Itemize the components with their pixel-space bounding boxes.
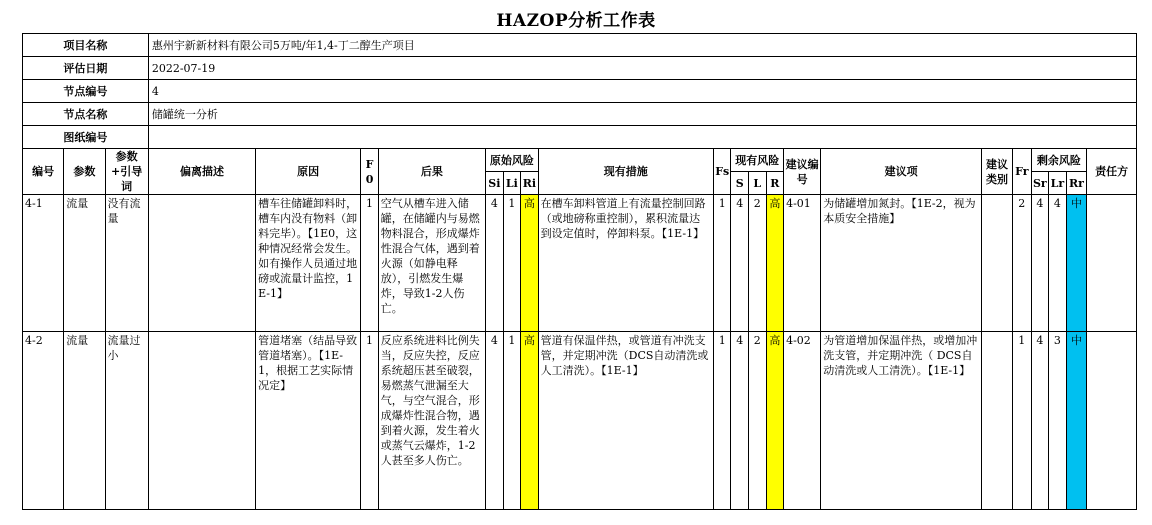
cell-lr: 3 bbox=[1049, 332, 1067, 510]
table-row bbox=[23, 332, 1137, 510]
project-name-row bbox=[23, 34, 1137, 57]
cell-guide: 流量过小 bbox=[105, 332, 148, 510]
cell-guide: 没有流量 bbox=[105, 195, 148, 332]
cell-sr: 4 bbox=[1031, 195, 1049, 332]
header-sugg-no: 建议编号 bbox=[784, 149, 821, 195]
node-no-label: 节点编号 bbox=[23, 80, 149, 103]
table-row bbox=[23, 195, 1137, 332]
header-consequence: 后果 bbox=[378, 149, 485, 195]
header-cur-risk: 现有风险 bbox=[731, 149, 784, 172]
cell-param: 流量 bbox=[64, 195, 105, 332]
cell-s: 4 bbox=[731, 332, 749, 510]
page-title: HAZOP分析工作表 bbox=[496, 11, 656, 31]
drawing-no-row bbox=[23, 126, 1137, 149]
cell-l: 2 bbox=[749, 332, 767, 510]
header-measures: 现有措施 bbox=[538, 149, 713, 195]
cell-sugg-type bbox=[982, 332, 1013, 510]
cell-sugg: 为储罐增加氮封。【1E-2，视为本质安全措施】 bbox=[821, 195, 982, 332]
header-lr: Lr bbox=[1049, 172, 1067, 195]
eval-date-label: 评估日期 bbox=[23, 57, 149, 80]
header-cause: 原因 bbox=[256, 149, 361, 195]
header-l: L bbox=[749, 172, 767, 195]
header-fs: Fs bbox=[713, 149, 731, 195]
header-param-guide: 参数+引导词 bbox=[105, 149, 148, 195]
cell-owner bbox=[1087, 332, 1137, 510]
cell-r: 高 bbox=[766, 195, 784, 332]
header-res-risk: 剩余风险 bbox=[1031, 149, 1087, 172]
cell-no: 4-2 bbox=[23, 332, 64, 510]
cell-sugg: 为管道增加保温伴热，或增加冲洗支管，并定期冲洗（ DCS自动清洗或人工清洗）。【1E-1】 bbox=[821, 332, 982, 510]
cell-l: 2 bbox=[749, 195, 767, 332]
header-li: Li bbox=[503, 172, 521, 195]
header-r: R bbox=[766, 172, 784, 195]
cell-ri: 高 bbox=[521, 332, 539, 510]
node-name-value: 储罐统一分析 bbox=[148, 103, 1136, 126]
header-fr: Fr bbox=[1013, 149, 1032, 195]
node-no-value: 4 bbox=[148, 80, 1136, 103]
project-name-value: 惠州宇新新材料有限公司5万吨/年1,4-丁二醇生产项目 bbox=[148, 34, 1136, 57]
cell-li: 1 bbox=[503, 195, 521, 332]
cell-owner bbox=[1087, 195, 1137, 332]
header-sr: Sr bbox=[1031, 172, 1049, 195]
cell-cause: 管道堵塞（结晶导致管道堵塞）。【1E-1，根据工艺实际情况定】 bbox=[256, 332, 361, 510]
cell-deviation bbox=[148, 332, 255, 510]
cell-r: 高 bbox=[766, 332, 784, 510]
cell-sr: 4 bbox=[1031, 332, 1049, 510]
header-sugg-type: 建议类别 bbox=[982, 149, 1013, 195]
header-s: S bbox=[731, 172, 749, 195]
cell-s: 4 bbox=[731, 195, 749, 332]
drawing-no-label: 图纸编号 bbox=[23, 126, 149, 149]
cell-rr: 中 bbox=[1066, 195, 1087, 332]
cell-measures: 在槽车卸料管道上有流量控制回路（或地磅称重控制），累积流量达到设定值时，停卸料泵。【1E-1】 bbox=[538, 195, 713, 332]
header-deviation: 偏离描述 bbox=[148, 149, 255, 195]
header-row-1 bbox=[23, 149, 1137, 172]
header-rr: Rr bbox=[1066, 172, 1087, 195]
header-f0: F0 bbox=[361, 149, 379, 195]
cell-si: 4 bbox=[486, 195, 504, 332]
project-name-label: 项目名称 bbox=[23, 34, 149, 57]
cell-sugg-type bbox=[982, 195, 1013, 332]
cell-deviation bbox=[148, 195, 255, 332]
cell-fs: 1 bbox=[713, 332, 731, 510]
header-owner: 责任方 bbox=[1087, 149, 1137, 195]
cell-f0: 1 bbox=[361, 332, 379, 510]
cell-li: 1 bbox=[503, 332, 521, 510]
node-name-row bbox=[23, 103, 1137, 126]
cell-no: 4-1 bbox=[23, 195, 64, 332]
cell-f0: 1 bbox=[361, 195, 379, 332]
cell-consequence: 空气从槽车进入储罐，在储罐内与易燃物料混合，形成爆炸性混合气体，遇到着火源（如静电释放），引燃发生爆炸，导致1-2人伤亡。 bbox=[378, 195, 485, 332]
header-no: 编号 bbox=[23, 149, 64, 195]
cell-param: 流量 bbox=[64, 332, 105, 510]
header-ri: Ri bbox=[521, 172, 539, 195]
drawing-no-value bbox=[148, 126, 1136, 149]
cell-rr: 中 bbox=[1066, 332, 1087, 510]
cell-sugg-no: 4-02 bbox=[784, 332, 821, 510]
cell-consequence: 反应系统进料比例失当，反应失控，反应系统超压甚至破裂，易燃蒸气泄漏至大气，与空气混合，形成爆炸性混合物，遇到着火源，发生着火或蒸气云爆炸，1-2人甚至多人伤亡。 bbox=[378, 332, 485, 510]
eval-date-row bbox=[23, 57, 1137, 80]
cell-sugg-no: 4-01 bbox=[784, 195, 821, 332]
header-orig-risk: 原始风险 bbox=[486, 149, 539, 172]
hazop-table bbox=[22, 33, 1137, 510]
node-no-row bbox=[23, 80, 1137, 103]
cell-cause: 槽车往储罐卸料时，槽车内没有物料（卸料完毕）。【1E0，这种情况经常会发生。如有操作人员通过地磅或流量计监控，1E-1】 bbox=[256, 195, 361, 332]
cell-fr: 1 bbox=[1013, 332, 1032, 510]
eval-date-value: 2022-07-19 bbox=[148, 57, 1136, 80]
header-si: Si bbox=[486, 172, 504, 195]
cell-si: 4 bbox=[486, 332, 504, 510]
cell-ri: 高 bbox=[521, 195, 539, 332]
node-name-label: 节点名称 bbox=[23, 103, 149, 126]
cell-fs: 1 bbox=[713, 195, 731, 332]
header-sugg: 建议项 bbox=[821, 149, 982, 195]
cell-lr: 4 bbox=[1049, 195, 1067, 332]
cell-measures: 管道有保温伴热，或管道有冲洗支管，并定期冲洗（DCS自动清洗或人工清洗）。【1E-1】 bbox=[538, 332, 713, 510]
cell-fr: 2 bbox=[1013, 195, 1032, 332]
header-param: 参数 bbox=[64, 149, 105, 195]
